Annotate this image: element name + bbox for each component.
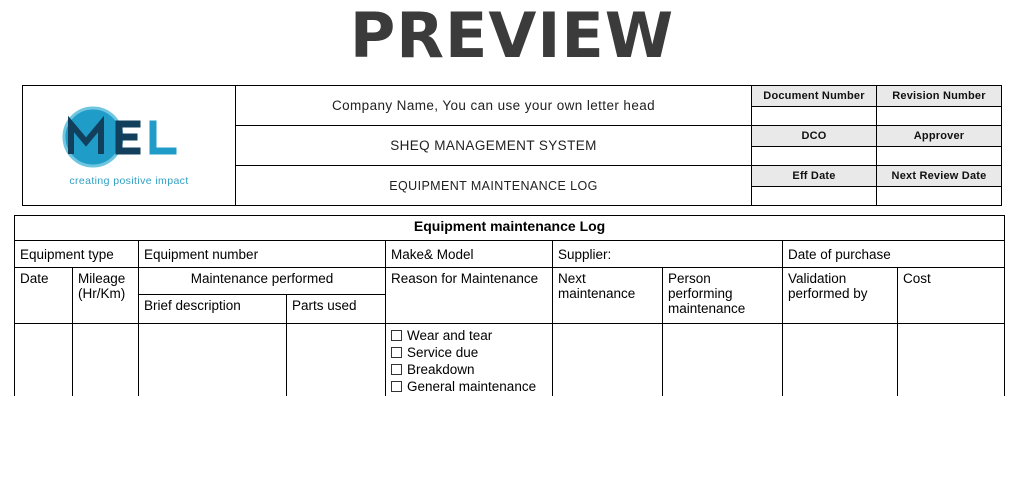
dco-value[interactable]: [752, 147, 877, 166]
header-line-system: SHEQ MANAGEMENT SYSTEM: [236, 126, 752, 166]
checkbox-label: General maintenance: [407, 379, 537, 394]
checkbox-icon[interactable]: [391, 381, 402, 392]
header-line-doc-title: EQUIPMENT MAINTENANCE LOG: [236, 166, 752, 206]
col-header-brief-description: Brief description: [139, 295, 287, 324]
approver-label: Approver: [877, 126, 1002, 147]
field-make-model[interactable]: Make& Model: [386, 241, 553, 268]
mel-logo-icon: [41, 104, 217, 174]
checkbox-icon[interactable]: [391, 364, 402, 375]
checkbox-option-breakdown[interactable]: [391, 361, 547, 378]
cell-validation[interactable]: [783, 324, 898, 399]
preview-watermark: PREVIEW: [349, 0, 675, 72]
cell-next-maintenance[interactable]: [553, 324, 663, 399]
document-number-label: Document Number: [752, 86, 877, 107]
col-header-reason: Reason for Maintenance: [386, 268, 553, 324]
next-review-date-value[interactable]: [877, 187, 1002, 206]
page-bottom-cutoff: [0, 396, 1024, 500]
col-header-maintenance-performed: Maintenance performed: [139, 268, 386, 295]
eff-date-label: Eff Date: [752, 166, 877, 187]
next-review-date-label: Next Review Date: [877, 166, 1002, 187]
checkbox-label: Breakdown: [407, 362, 475, 377]
checkbox-label: Service due: [407, 345, 479, 360]
cell-parts-used[interactable]: [287, 324, 386, 399]
field-equipment-number[interactable]: Equipment number: [139, 241, 386, 268]
revision-number-label: Revision Number: [877, 86, 1002, 107]
col-header-next-maintenance: Next maintenance: [553, 268, 663, 324]
eff-date-value[interactable]: [752, 187, 877, 206]
field-equipment-type[interactable]: Equipment type: [15, 241, 139, 268]
checkbox-icon[interactable]: [391, 347, 402, 358]
log-table-title: Equipment maintenance Log: [15, 216, 1005, 241]
cell-date[interactable]: [15, 324, 73, 399]
company-logo-cell: [23, 86, 236, 206]
col-header-date: Date: [15, 268, 73, 324]
cell-reason-options[interactable]: [386, 324, 553, 399]
col-header-mileage: Mileage (Hr/Km): [73, 268, 139, 324]
checkbox-label: Wear and tear: [407, 328, 493, 343]
cell-brief-description[interactable]: [139, 324, 287, 399]
checkbox-icon[interactable]: [391, 330, 402, 341]
col-header-validation: Validation performed by: [783, 268, 898, 324]
dco-label: DCO: [752, 126, 877, 147]
logo-wrap: [39, 104, 219, 188]
document-header-table: [22, 85, 1002, 206]
revision-number-value[interactable]: [877, 107, 1002, 126]
approver-value[interactable]: [877, 147, 1002, 166]
field-supplier[interactable]: Supplier:: [553, 241, 783, 268]
checkbox-option-service-due[interactable]: [391, 344, 547, 361]
checkbox-option-general-maintenance[interactable]: [391, 378, 547, 395]
col-header-person: Person performing maintenance: [663, 268, 783, 324]
document-number-value[interactable]: [752, 107, 877, 126]
checkbox-option-wear-and-tear[interactable]: [391, 327, 547, 344]
cell-mileage[interactable]: [73, 324, 139, 399]
col-header-cost: Cost: [898, 268, 1005, 324]
field-date-of-purchase[interactable]: Date of purchase: [783, 241, 1005, 268]
cell-person[interactable]: [663, 324, 783, 399]
col-header-parts-used: Parts used: [287, 295, 386, 324]
logo-tagline: creating positive impact: [69, 174, 189, 187]
cell-cost[interactable]: [898, 324, 1005, 399]
header-line-company: Company Name, You can use your own letter head: [236, 86, 752, 126]
